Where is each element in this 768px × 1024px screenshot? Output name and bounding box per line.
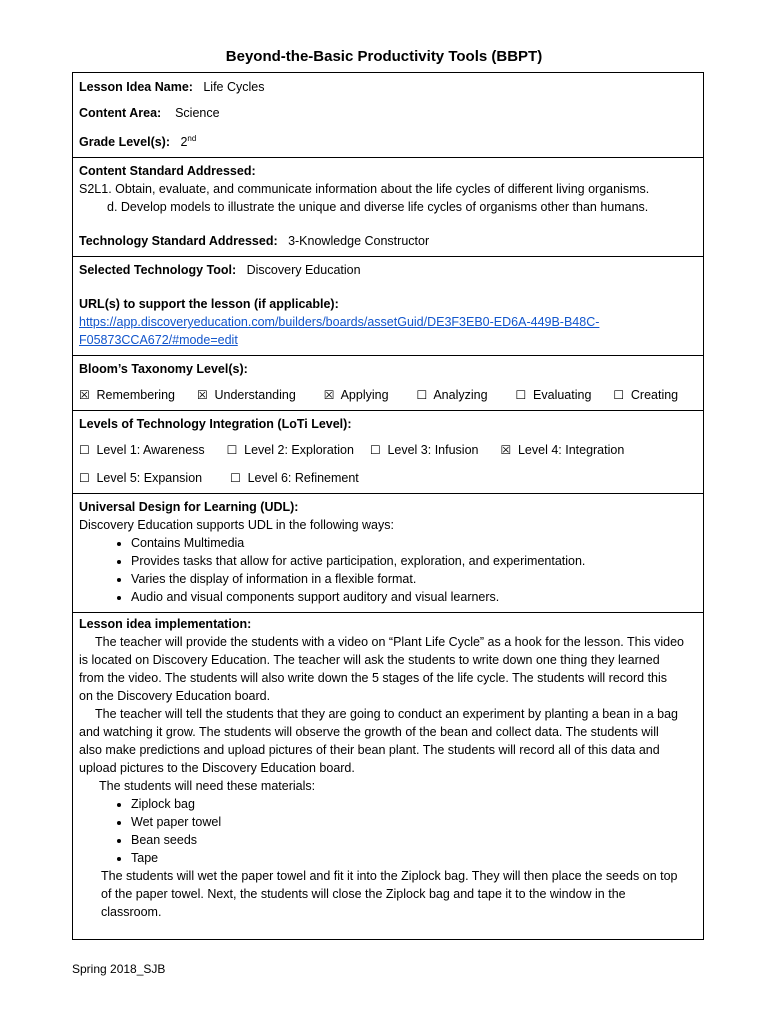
list-item: • Tape [131, 849, 697, 867]
text-line: on the Discovery Education board. [79, 689, 271, 704]
lesson-info-section [73, 73, 703, 157]
technology-standard-value: 3-Knowledge Constructor [288, 234, 430, 249]
blooms-section [73, 355, 703, 410]
option-label: Level 2: Exploration [244, 443, 354, 458]
lesson-name-row [79, 78, 697, 96]
content-standard-s2l1d: d. Develop models to illustrate the unique and diverse life cycles of organisms other than humans. [107, 200, 649, 215]
standards-section [73, 157, 703, 256]
option-label: Remembering [96, 388, 175, 403]
blooms-evaluating-option[interactable] [516, 386, 592, 404]
url-label: URL(s) to support the lesson (if applicable): [79, 297, 339, 312]
list-item: • Wet paper towel [131, 813, 697, 831]
udl-section [73, 493, 703, 612]
blooms-remembering-option[interactable] [79, 386, 175, 404]
checkbox-icon[interactable]: ☒ [197, 388, 208, 403]
technology-standard-row [79, 232, 697, 250]
materials-intro: The students will need these materials: [99, 779, 316, 794]
option-label: Level 3: Infusion [387, 443, 479, 458]
url-link-line1[interactable]: https://app.discoveryeducation.com/builders/boards/assetGuid/DE3F3EB0-ED6A-449B-B48C- [79, 315, 600, 330]
lesson-name-label: Lesson Idea Name: [79, 80, 193, 94]
blooms-label: Bloom’s Taxonomy Level(s): [79, 362, 248, 377]
lesson-form [72, 72, 704, 940]
option-label: Evaluating [533, 388, 592, 403]
list-item: • Audio and visual components support auditory and visual learners. [131, 588, 697, 606]
option-label: Level 4: Integration [517, 443, 625, 458]
checkbox-icon[interactable]: ☐ [79, 471, 90, 486]
option-label: Applying [340, 388, 389, 403]
udl-intro: Discovery Education supports UDL in the following ways: [79, 518, 394, 533]
loti-level6-option[interactable] [230, 469, 359, 487]
list-item: • Varies the display of information in a flexible format. [131, 570, 697, 588]
document-title: Beyond-the-Basic Productivity Tools (BBPT) [225, 48, 543, 65]
text-line: and watching it grow. The students will observe the growth of the bean and collect data. The students will [79, 725, 659, 740]
checkbox-icon[interactable]: ☐ [416, 388, 428, 403]
technology-tool-label: Selected Technology Tool: [79, 263, 237, 278]
list-item: • Bean seeds [131, 831, 697, 849]
blooms-creating-option[interactable] [613, 386, 678, 404]
blooms-options [79, 386, 697, 404]
blooms-analyzing-option[interactable] [417, 386, 488, 404]
technology-tool-row [79, 261, 697, 279]
implementation-paragraph-1 [79, 633, 697, 705]
loti-level1-option[interactable] [79, 441, 205, 459]
content-area-value: Science [175, 106, 220, 120]
blooms-understanding-option[interactable] [197, 386, 296, 404]
grade-level-row [79, 130, 697, 151]
text-line: The students will wet the paper towel and fit it into the Ziplock bag. They will then place the seeds on top [101, 869, 678, 884]
loti-level3-option[interactable] [370, 441, 479, 459]
checkbox-icon[interactable]: ☐ [226, 443, 238, 458]
option-label: Level 5: Expansion [96, 471, 203, 486]
text-line: is located on Discovery Education. The teacher will ask the students to write down one thing they learned [79, 653, 660, 668]
technology-tool-section [73, 256, 703, 355]
checkbox-icon[interactable]: ☐ [515, 388, 527, 403]
text-line: The teacher will provide the students with a video on “Plant Life Cycle” as a hook for the lesson. This video [95, 635, 684, 650]
list-item: • Contains Multimedia [131, 534, 697, 552]
loti-label: Levels of Technology Integration (LoTi Level): [79, 417, 352, 432]
technology-tool-value: Discovery Education [246, 263, 361, 278]
loti-level4-option[interactable] [500, 441, 624, 459]
checkbox-icon[interactable]: ☐ [230, 471, 241, 486]
text-line: also make predictions and upload pictures of their bean plant. The students will record all of this data and [79, 743, 660, 758]
text-line: upload pictures to the Discovery Education board. [79, 761, 355, 776]
checkbox-icon[interactable]: ☒ [79, 388, 90, 403]
checkbox-icon[interactable]: ☐ [369, 443, 381, 458]
checkbox-icon[interactable]: ☒ [323, 388, 335, 403]
page-footer: Spring 2018_SJB [72, 962, 166, 976]
option-label: Analyzing [433, 388, 488, 403]
content-standard-label: Content Standard Addressed: [79, 164, 256, 179]
loti-section [73, 410, 703, 493]
implementation-section [73, 612, 703, 939]
blooms-applying-option[interactable] [324, 386, 389, 404]
checkbox-icon[interactable]: ☒ [500, 443, 512, 458]
grade-level-label: Grade Level(s): [79, 135, 171, 150]
list-item: • Ziplock bag [131, 795, 697, 813]
text-line: from the video. The students will also write down the 5 stages of the life cycle. The students will record this [79, 671, 668, 686]
technology-standard-label: Technology Standard Addressed: [79, 234, 278, 249]
option-label: Level 6: Refinement [247, 471, 359, 486]
implementation-paragraph-2 [79, 705, 697, 777]
loti-level5-option[interactable] [79, 469, 202, 487]
checkbox-icon[interactable]: ☐ [613, 388, 625, 403]
grade-level-suffix: nd [187, 134, 197, 143]
content-standard-s2l1: S2L1. Obtain, evaluate, and communicate information about the life cycles of different living organisms. [79, 182, 650, 197]
text-line: The teacher will tell the students that they are going to conduct an experiment by planting a bean in a bag [95, 707, 679, 722]
loti-options-row2 [79, 469, 697, 487]
text-line: classroom. [101, 905, 162, 920]
loti-options-row1 [79, 441, 697, 459]
loti-level2-option[interactable] [227, 441, 354, 459]
option-label: Creating [630, 388, 679, 403]
text-line: of the paper towel. Next, the students will close the Ziplock bag and tape it to the window in the [101, 887, 626, 902]
content-area-label: Content Area: [79, 106, 162, 120]
grade-level-value: 2 [180, 135, 188, 150]
materials-list [79, 795, 697, 867]
option-label: Level 1: Awareness [96, 443, 205, 458]
implementation-label: Lesson idea implementation: [79, 617, 252, 632]
checkbox-icon[interactable]: ☐ [79, 443, 90, 458]
url-link-line2[interactable]: F05873CCA672/#mode=edit [79, 333, 238, 348]
option-label: Understanding [214, 388, 296, 403]
implementation-paragraph-3 [79, 867, 697, 921]
udl-list [79, 534, 697, 606]
udl-label: Universal Design for Learning (UDL): [79, 500, 299, 515]
lesson-name-value: Life Cycles [203, 80, 265, 94]
list-item: • Provides tasks that allow for active participation, exploration, and experimentation. [131, 552, 697, 570]
content-area-row [79, 104, 697, 122]
